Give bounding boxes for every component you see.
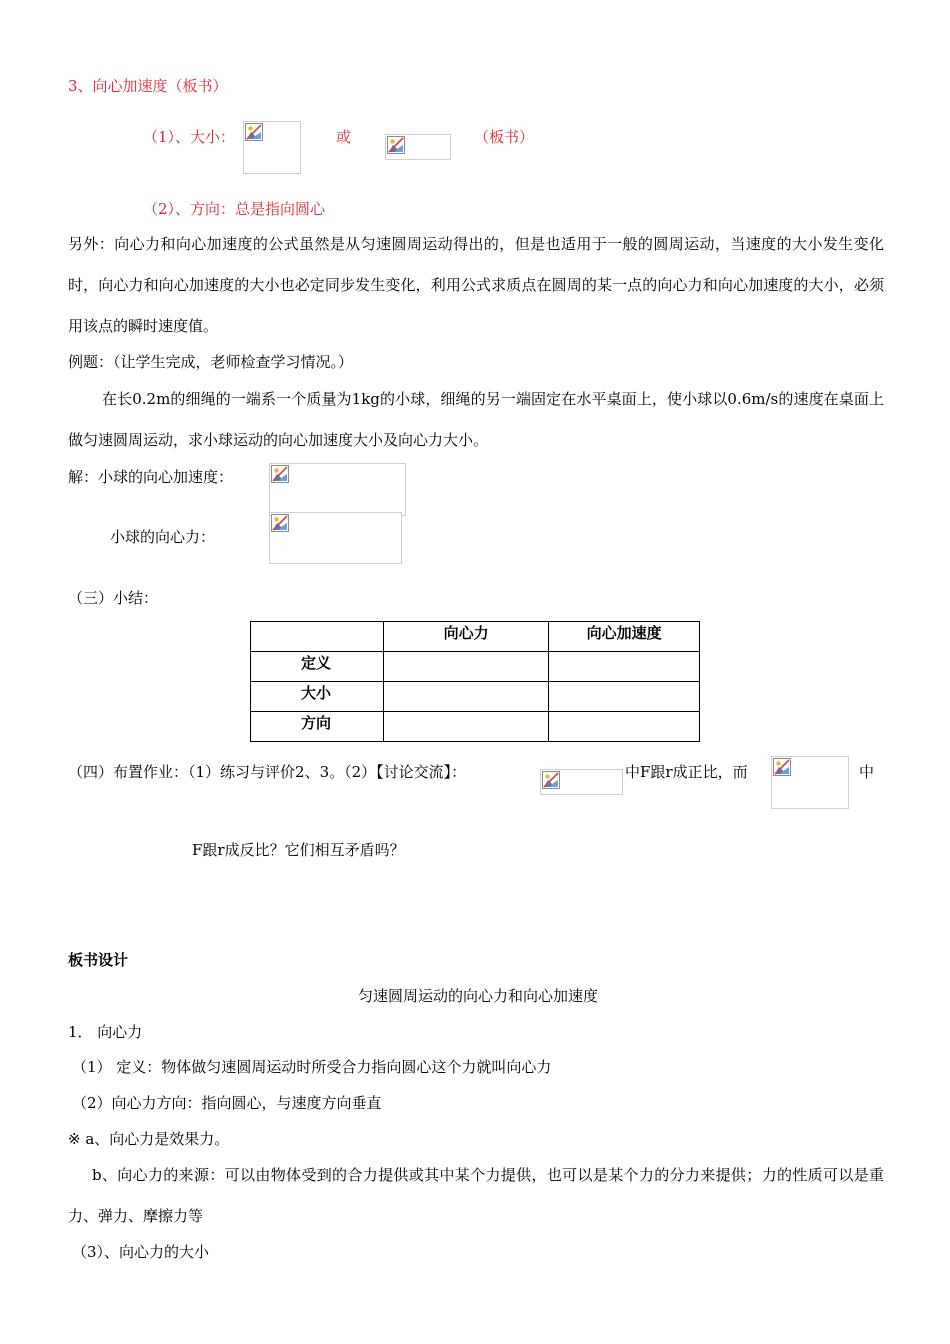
- board-note-a: ※ a、向心力是效果力。: [68, 1130, 230, 1148]
- solution-force-image: [269, 512, 402, 564]
- homework-line1-b: 中F跟r成正比，而: [625, 763, 748, 781]
- solution-acc-label: 解：小球的向心加速度：: [68, 468, 234, 486]
- section-heading: 3、向心加速度（板书）: [68, 77, 228, 95]
- board-heading: 板书设计: [68, 951, 129, 969]
- board-item-1-1: （1） 定义：物体做匀速圆周运动时所受合力指向圆心这个力就叫向心力: [72, 1058, 552, 1076]
- table-header-cell: [251, 622, 384, 652]
- board-note-b: b、向心力的来源：可以由物体受到的合力提供或其中某个力提供，也可以是某个力的分力来提供；力的性质可以是重力、弹力、摩擦力等: [68, 1166, 884, 1225]
- table-cell: [549, 712, 700, 742]
- broken-image-icon: [271, 514, 289, 532]
- solution-force-label: 小球的向心力：: [110, 528, 216, 546]
- note-paragraph: 另外：向心力和向心加速度的公式虽然是从匀速圆周运动得出的，但是也适用于一般的圆周运动，当速度的大小发生变化时，向心力和向心加速度的大小也必定同步发生变化，利用公式求质点在圆周的某一点的向心力和向心加速度的大小，必须用该点的瞬时速度值。: [68, 235, 884, 335]
- table-row-label: 大小: [251, 682, 384, 712]
- board-item-1-2: （2）向心力方向：指向圆心，与速度方向垂直: [72, 1094, 382, 1112]
- example-title: 例题：（让学生完成，老师检查学习情况。）: [68, 353, 354, 371]
- broken-image-icon: [542, 771, 560, 789]
- broken-image-icon: [387, 136, 405, 154]
- table-cell: [383, 682, 549, 712]
- formula-image-2: [385, 134, 451, 160]
- direction-text: （2）、方向：总是指向圆心: [143, 200, 326, 218]
- table-cell: [383, 652, 549, 682]
- homework-line1-c: 中: [859, 763, 875, 781]
- table-row: [251, 712, 700, 742]
- table-row: [251, 652, 700, 682]
- broken-image-icon: [773, 758, 791, 776]
- example-problem: 在长0.2m的细绳的一端系一个质量为1kg的小球，细绳的另一端固定在水平桌面上，使小球以0.6m/s的速度在桌面上做匀速圆周运动，求小球运动的向心加速度大小及向心力大小。: [68, 390, 884, 449]
- table-cell: [549, 682, 700, 712]
- table-row: [251, 682, 700, 712]
- homework-image-1: [540, 769, 623, 795]
- board-item-1-3: （3）、向心力的大小: [72, 1243, 210, 1261]
- table-row-label: 方向: [251, 712, 384, 742]
- solution-acc-image: [269, 463, 406, 516]
- table-cell: [549, 652, 700, 682]
- table-row-label: 定义: [251, 652, 384, 682]
- table-header-cell: 向心力: [383, 622, 549, 652]
- board-item-1: 1． 向心力: [68, 1023, 143, 1041]
- homework-image-2: [771, 756, 849, 809]
- summary-heading: （三）小结：: [68, 589, 159, 607]
- board-title: 匀速圆周运动的向心力和向心加速度: [358, 987, 599, 1005]
- homework-line1-a: （四）布置作业：（1）练习与评价2、3。（2）【讨论交流】：: [68, 763, 467, 781]
- or-text: 或: [336, 128, 352, 146]
- board-note: （板书）: [474, 128, 535, 146]
- homework-line2: F跟r成反比？它们相互矛盾吗？: [192, 841, 405, 859]
- broken-image-icon: [271, 465, 289, 483]
- broken-image-icon: [245, 123, 263, 141]
- summary-table: [250, 621, 700, 742]
- table-cell: [383, 712, 549, 742]
- table-row: [251, 622, 700, 652]
- size-label: （1）、大小：: [143, 128, 236, 146]
- formula-image-1: [243, 121, 301, 174]
- table-header-cell: 向心加速度: [549, 622, 700, 652]
